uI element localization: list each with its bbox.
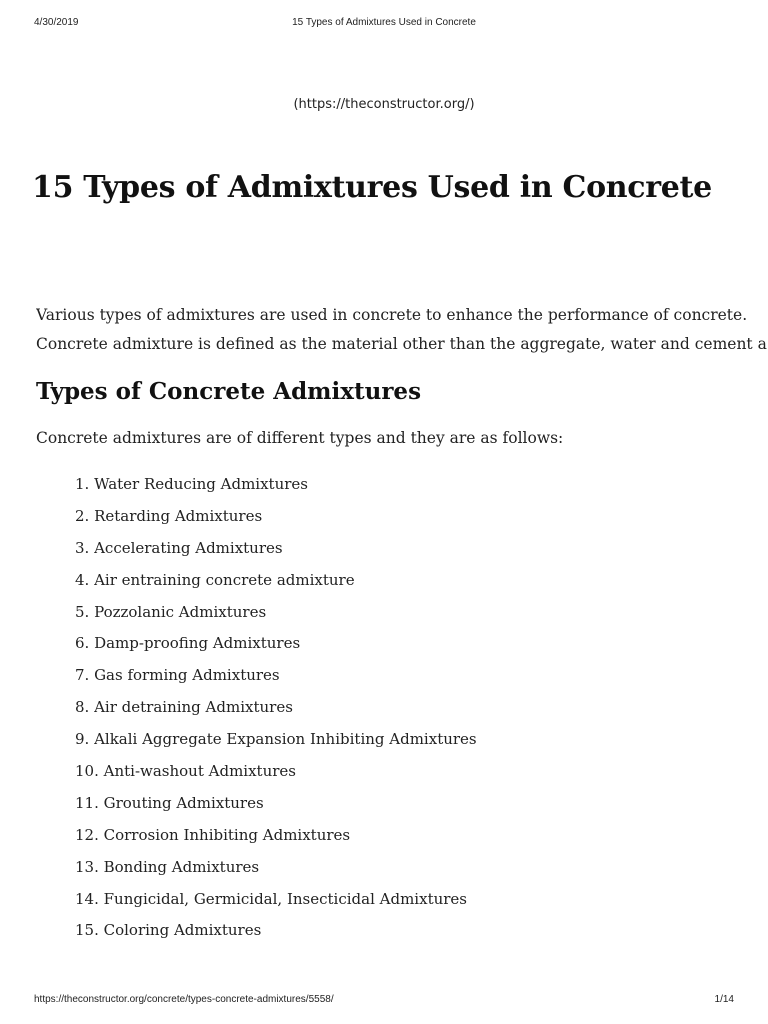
print-date: 4/30/2019 [34, 17, 79, 28]
intro-line: Concrete admixture is defined as the material other than the aggregate, water and cement a [36, 335, 767, 353]
list-item: 4. Air entraining concrete admixture [75, 570, 355, 589]
list-item: 8. Air detraining Admixtures [75, 698, 293, 717]
list-item: 6. Damp-proofing Admixtures [75, 634, 301, 653]
article-title: 15 Types of Admixtures Used in Concrete [32, 170, 712, 205]
list-intro: Concrete admixtures are of different types and they are as follows: [36, 429, 564, 447]
intro-paragraph [36, 301, 768, 359]
site-link[interactable]: (https://theconstructor.org/) [293, 97, 475, 112]
section-heading: Types of Concrete Admixtures [36, 378, 422, 405]
admixture-types-list [75, 473, 477, 951]
list-item: 15. Coloring Admixtures [75, 921, 262, 940]
list-item: 14. Fungicidal, Germicidal, Insecticidal Admixtures [75, 889, 467, 908]
list-item: 5. Pozzolanic Admixtures [75, 602, 267, 621]
print-title: 15 Types of Admixtures Used in Concrete [292, 17, 476, 28]
list-item: 12. Corrosion Inhibiting Admixtures [75, 825, 351, 844]
list-item: 10. Anti-washout Admixtures [75, 762, 296, 781]
list-item: 3. Accelerating Admixtures [75, 538, 283, 557]
list-item: 9. Alkali Aggregate Expansion Inhibiting Admixtures [75, 730, 477, 749]
page-number: 1/14 [714, 994, 734, 1005]
list-item: 2. Retarding Admixtures [75, 506, 263, 525]
intro-line: Various types of admixtures are used in concrete to enhance the performance of concrete. [36, 306, 748, 324]
list-item: 7. Gas forming Admixtures [75, 666, 280, 685]
list-item: 13. Bonding Admixtures [75, 857, 260, 876]
list-item: 1. Water Reducing Admixtures [75, 475, 308, 493]
list-item: 11. Grouting Admixtures [75, 793, 264, 812]
page-url: https://theconstructor.org/concrete/types-concrete-admixtures/5558/ [34, 994, 334, 1005]
